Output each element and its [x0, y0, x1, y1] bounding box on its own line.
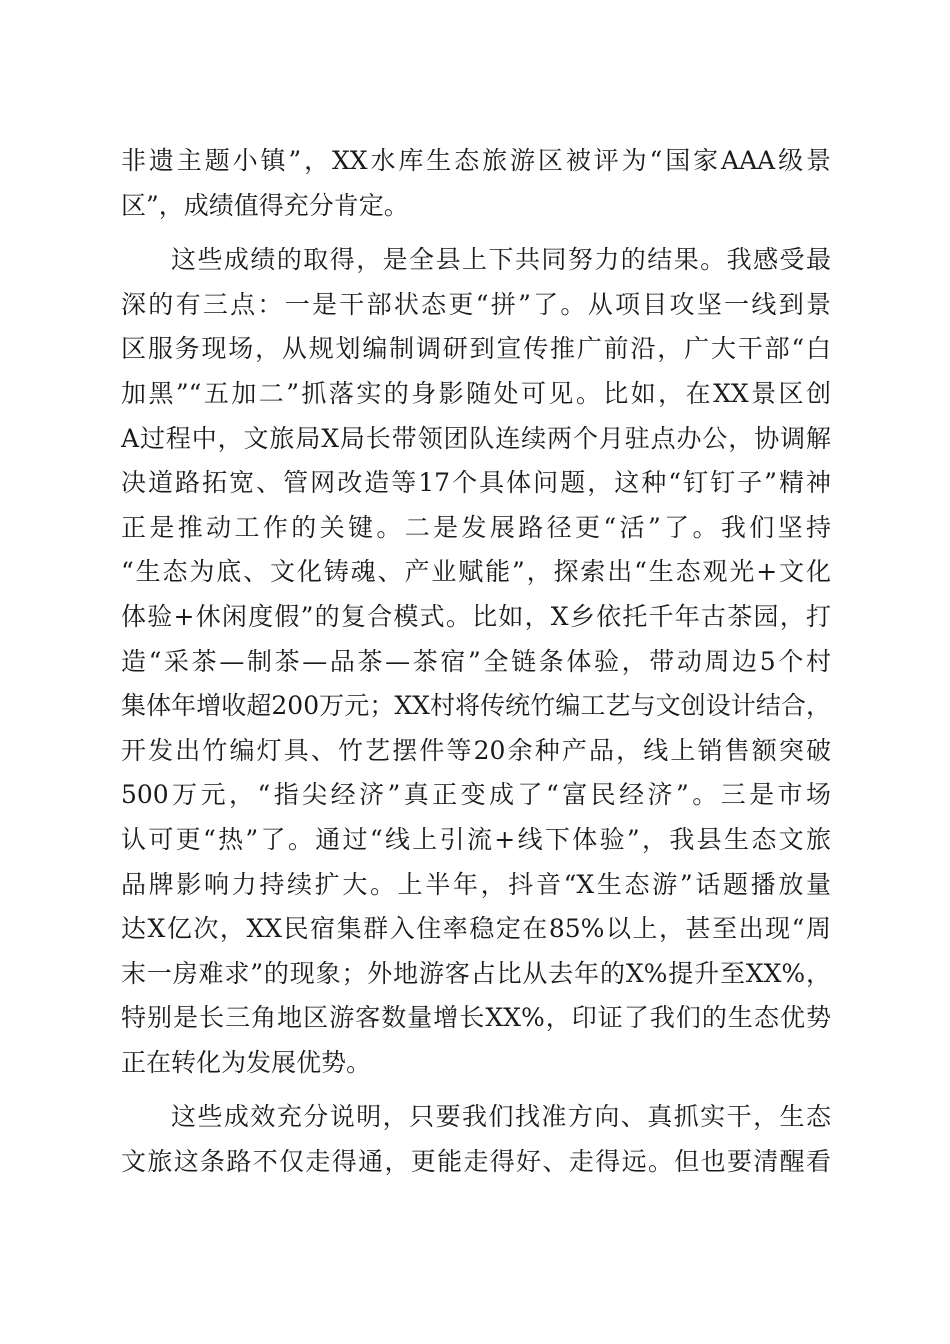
text-line: 文旅这条路不仅走得通，更能走得好、走得远。但也要清醒看 [121, 1147, 831, 1177]
text-line: 品牌影响力持续扩大。上半年，抖音“X生态游”话题播放量 [121, 869, 831, 899]
text-line: A过程中，文旅局X局长带领团队连续两个月驻点办公，协调解 [121, 423, 831, 453]
text-line: 集体年增收超200万元；XX村将传统竹编工艺与文创设计结合， [121, 691, 831, 721]
text-line: 这些成绩的取得，是全县上下共同努力的结果。我感受最 [171, 245, 831, 275]
text-line: 正是推动工作的关键。二是发展路径更“活”了。我们坚持 [121, 512, 831, 542]
text-line: 500万元，“指尖经济”真正变成了“富民经济”。三是市场 [121, 780, 831, 810]
text-line: 正在转化为发展优势。 [121, 1047, 372, 1077]
paragraph-gap [121, 228, 831, 238]
text-line: 认可更“热”了。通过“线上引流+线下体验”，我县生态文旅 [121, 824, 831, 854]
text-line: 达X亿次，XX民宿集群入住率稳定在85%以上，甚至出现“周 [121, 914, 831, 944]
text-line: “生态为底、文化铸魂、产业赋能”，探索出“生态观光+文化 [121, 557, 831, 587]
document-body [121, 139, 831, 1185]
text-line: 深的有三点：一是干部状态更“拼”了。从项目攻坚一线到景 [121, 289, 831, 319]
text-line: 加黑”“五加二”抓落实的身影随处可见。比如，在XX景区创 [121, 378, 831, 408]
text-line: 造“采茶—制茶—品茶—茶宿”全链条体验，带动周边5个村 [121, 646, 831, 676]
text-line: 决道路拓宽、管网改造等17个具体问题，这种“钉钉子”精神 [121, 468, 831, 498]
text-line: 区服务现场，从规划编制调研到宣传推广前沿，广大干部“白 [121, 334, 831, 364]
text-line: 这些成效充分说明，只要我们找准方向、真抓实干，生态 [171, 1102, 831, 1132]
paragraph-gap [121, 1085, 831, 1095]
text-line: 末一房难求”的现象；外地游客占比从去年的X%提升至XX%， [121, 958, 831, 988]
text-line: 特别是长三角地区游客数量增长XX%，印证了我们的生态优势 [121, 1003, 831, 1033]
text-line: 非遗主题小镇”，XX水库生态旅游区被评为“国家AAA级景 [121, 146, 831, 175]
text-line: 开发出竹编灯具、竹艺摆件等20余种产品，线上销售额突破 [121, 735, 831, 765]
text-line: 体验+休闲度假”的复合模式。比如，X乡依托千年古茶园，打 [121, 601, 831, 631]
text-line: 区”，成绩值得充分肯定。 [121, 190, 409, 220]
